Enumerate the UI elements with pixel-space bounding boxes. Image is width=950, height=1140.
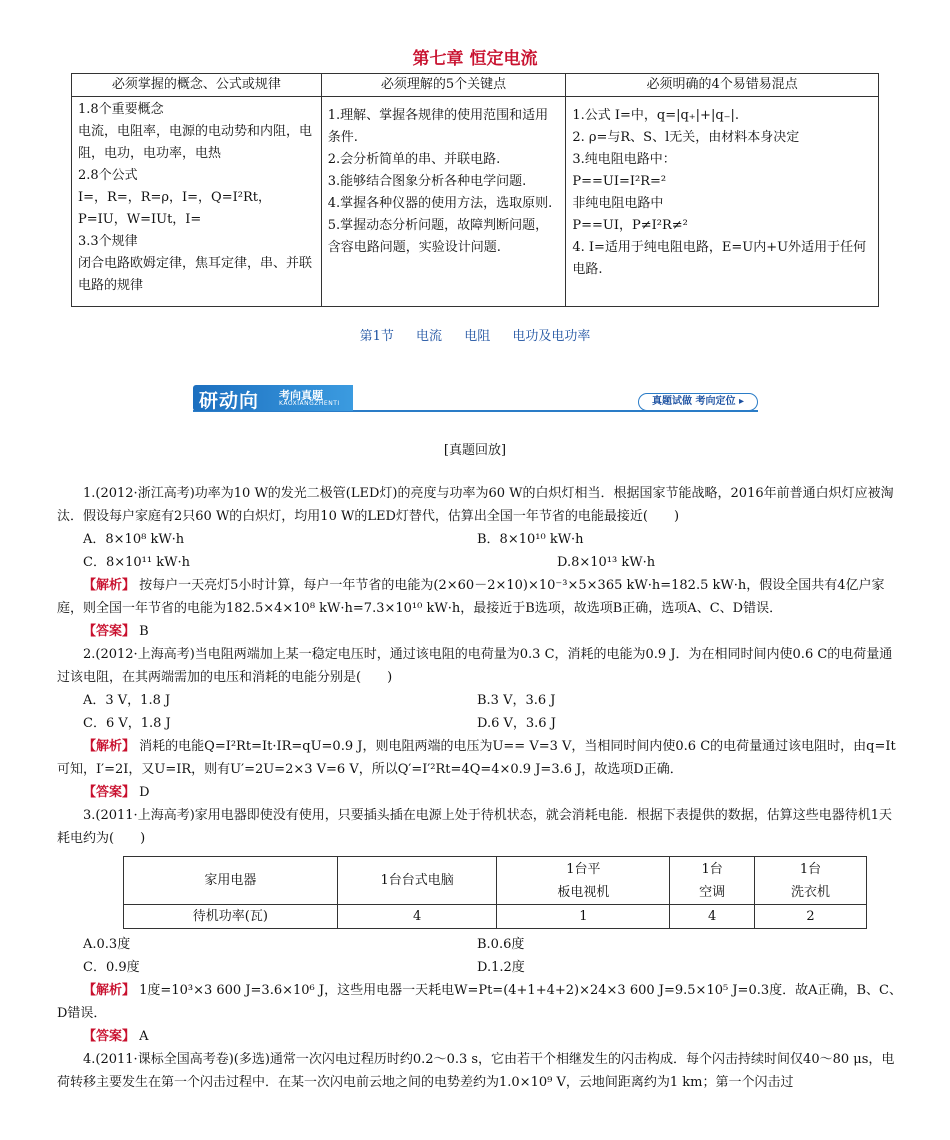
- table-cell: 1台 空调: [670, 857, 755, 905]
- summary-text: 电流，电阻率，电源的电动势和内阻，电阻，电功，电功率，电热: [78, 124, 313, 161]
- question-1-options: [57, 551, 902, 574]
- option-b: B．8×10¹⁰ kW·h: [477, 532, 584, 547]
- table-cell: 1台 洗衣机: [755, 857, 867, 905]
- summary-text: 1.公式 I=中，q=|q₊|+|q₋|.: [572, 108, 740, 123]
- summary-text: P==UI，P≠I²R≠²: [572, 218, 688, 233]
- summary-text: 4.掌握各种仪器的使用方法，选取原则.: [327, 196, 553, 211]
- question-3-stem: 3.(2011·上海高考)家用电器即使没有使用，只要插头插在电源上处于待机状态，就会消耗电能．根据下表提供的数据，估算这些电器待机1天耗电约为( ): [57, 808, 893, 846]
- option-c: C．8×10¹¹ kW·h: [83, 555, 190, 570]
- banner-pinyin-text: KAOXIANGZHENTI: [279, 400, 340, 407]
- question-2-options: [57, 712, 902, 735]
- banner-logo: [193, 385, 353, 411]
- question-3-options: [57, 956, 902, 979]
- answer-tag: 【答案】: [83, 624, 136, 639]
- summary-table: [71, 73, 879, 307]
- option-a: A．3 V，1.8 J: [83, 693, 171, 708]
- answer-text: B: [139, 624, 149, 639]
- table-cell: 1台平 板电视机: [497, 857, 670, 905]
- section-topic: 电功及电功率: [512, 329, 591, 344]
- standby-power-table: [123, 856, 867, 929]
- summary-text: 非纯电阻电路中: [572, 196, 664, 211]
- question-3-analysis: [57, 979, 902, 1025]
- section-number: 第1节: [359, 329, 394, 344]
- answer-text: D: [139, 785, 150, 800]
- option-d: D.1.2度: [477, 960, 525, 975]
- summary-text: 闭合电路欧姆定律，焦耳定律，串、并联电路的规律: [78, 256, 313, 293]
- section-title: [0, 325, 950, 344]
- analysis-tag: 【解析】: [83, 578, 136, 593]
- question-3-answer: [57, 1025, 902, 1048]
- table-cell: 1台台式电脑: [337, 857, 497, 905]
- summary-text: 2.会分析简单的串、并联电路.: [327, 152, 501, 167]
- section-topic: 电阻: [464, 329, 491, 344]
- summary-col-pitfalls: [566, 97, 879, 307]
- option-a: A.0.3度: [83, 937, 131, 952]
- option-c: C．6 V，1.8 J: [83, 716, 171, 731]
- table-cell: 4: [337, 905, 497, 929]
- summary-text: 3.能够结合图象分析各种电学问题.: [327, 174, 527, 189]
- summary-text: 2. ρ=与R、S、l无关，由材料本身决定: [572, 130, 800, 145]
- summary-header-keypoints: 必须理解的5个关键点: [321, 74, 566, 97]
- questions: [57, 482, 902, 1094]
- summary-header-concepts: 必须掌握的概念、公式或规律: [72, 74, 322, 97]
- option-d: D.8×10¹³ kW·h: [557, 555, 656, 570]
- summary-text: P==UI=I²R=²: [572, 174, 667, 189]
- banner-tag-text: 真题试做 考向定位: [652, 396, 736, 407]
- summary-header-pitfalls: 必须明确的4个易错易混点: [566, 74, 879, 97]
- table-cell: 家用电器: [124, 857, 338, 905]
- analysis-text: 按每户一天亮灯5小时计算，每户一年节省的电能为(2×60－2×10)×10⁻³×5×365 kW·h=182.5 kW·h，假设全国共有4亿户家庭，则全国一年节省的电能为182.5×4×10⁸ kW·h=7.3×10¹⁰ kW·h，最接近于B选项，故选项B正确，选项A、C、D错误．: [57, 578, 885, 616]
- summary-text: 3.3个规律: [78, 234, 138, 249]
- banner-tag: 真题试做 考向定位 ▸: [638, 393, 758, 411]
- option-c: C．0.9度: [83, 960, 140, 975]
- question-1-answer: [57, 620, 902, 643]
- banner-small-text: 考向真题: [279, 389, 323, 402]
- answer-text: A: [139, 1029, 149, 1044]
- question-2-answer: [57, 781, 902, 804]
- section-topic: 电流: [416, 329, 443, 344]
- answer-tag: 【答案】: [83, 785, 136, 800]
- chapter-title: 第七章 恒定电流: [412, 49, 538, 69]
- summary-col-concepts: [72, 97, 322, 307]
- option-a: A．8×10⁸ kW·h: [83, 532, 185, 547]
- analysis-tag: 【解析】: [83, 739, 136, 754]
- question-1-stem: 1.(2012·浙江高考)功率为10 W的发光二极管(LED灯)的亮度与功率为60 W的白炽灯相当．根据国家节能战略，2016年前普通白炽灯应被淘汰．假设每户家庭有2只60 W的白炽灯，均用10 W的LED灯替代，估算出全国一年节省的电能最接近( ): [57, 486, 894, 524]
- summary-text: 1.理解、掌握各规律的使用范围和适用条件.: [327, 108, 549, 145]
- summary-text: 2.8个公式: [78, 168, 138, 183]
- analysis-text: 1度=10³×3 600 J=3.6×10⁶ J，这些用电器一天耗电W=Pt=(4+1+4+2)×24×3 600 J=9.5×10⁵ J=0.3度．故A正确，B、C、D错误．: [57, 983, 903, 1021]
- question-2-stem: 2.(2012·上海高考)当电阻两端加上某一稳定电压时，通过该电阻的电荷量为0.3 C，消耗的电能为0.9 J．为在相同时间内使0.6 C的电荷量通过该电阻，在其两端需加的电压和消耗的电能分别是( ): [57, 647, 893, 685]
- question-1-analysis: [57, 574, 902, 620]
- answer-tag: 【答案】: [83, 1029, 136, 1044]
- summary-text: 1.8个重要概念: [78, 102, 164, 117]
- option-b: B.0.6度: [477, 937, 525, 952]
- analysis-text: 消耗的电能Q=I²Rt=It·IR=qU=0.9 J，则电阻两端的电压为U== V=3 V，当相同时间内使0.6 C的电荷量通过该电阻时，由q=It可知，I′=2I，又U=IR，则有U′=2U=2×3 V=6 V，所以Q′=I′²Rt=4Q=4×0.9 J=3.6 J，故选项D正确．: [57, 739, 896, 777]
- question-2-options: [57, 689, 902, 712]
- summary-text: 5.掌握动态分析问题，故障判断问题，含容电路问题，实验设计问题.: [327, 218, 549, 255]
- question-1-options: [57, 528, 902, 551]
- question-4-stem: 4.(2011·课标全国高考卷)(多选)通常一次闪电过程历时约0.2～0.3 s，它由若干个相继发生的闪击构成．每个闪击持续时间仅40～80 μs，电荷转移主要发生在第一个闪击过程中．在某一次闪电前云地之间的电势差约为1.0×10⁹ V，云地间距离约为1 km；第一个闪击过: [57, 1052, 895, 1090]
- review-title: [真题回放]: [443, 443, 507, 458]
- table-cell: 待机功率(瓦): [124, 905, 338, 929]
- option-b: B.3 V，3.6 J: [477, 693, 556, 708]
- option-d: D.6 V，3.6 J: [477, 716, 556, 731]
- table-cell: 1: [497, 905, 670, 929]
- banner-big-text: 研动向: [199, 390, 260, 412]
- table-cell: 4: [670, 905, 755, 929]
- question-2-analysis: [57, 735, 902, 781]
- analysis-tag: 【解析】: [83, 983, 136, 998]
- table-cell: 2: [755, 905, 867, 929]
- summary-text: 4. I=适用于纯电阻电路，E=U内+U外适用于任何电路.: [572, 240, 867, 277]
- summary-col-keypoints: [321, 97, 566, 307]
- summary-text: I=，R=，R=ρ，I=，Q=I²Rt，P=IU，W=IUt，I=: [78, 190, 271, 227]
- summary-text: 3.纯电阻电路中：: [572, 152, 676, 167]
- question-3-options: [57, 933, 902, 956]
